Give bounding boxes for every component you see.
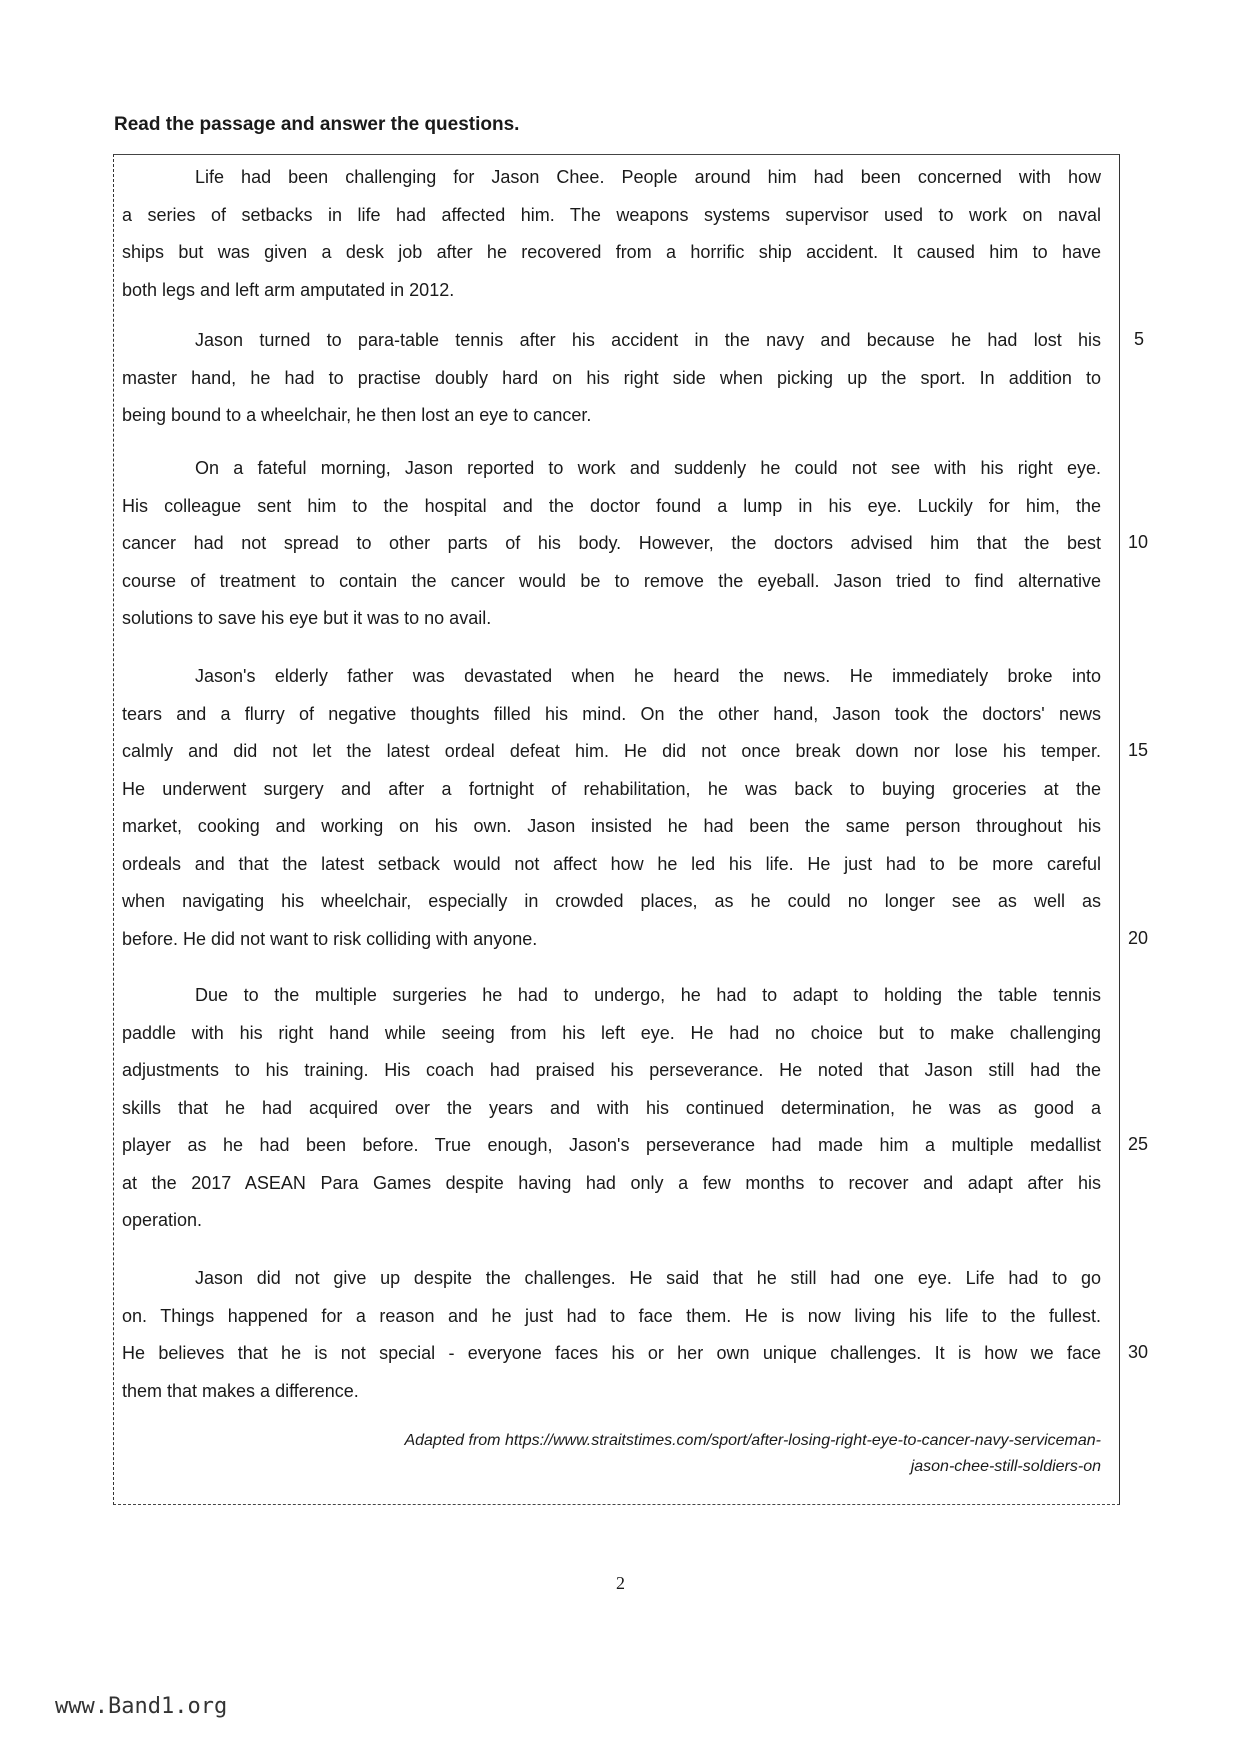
passage-line: Jason's elderly father was devastated when he heard the news. He immediately broke into [195, 666, 1101, 686]
passage-line: calmly and did not let the latest ordeal defeat him. He did not once break down nor lose his temper. [122, 741, 1101, 761]
citation-line-1: Adapted from https://www.straitstimes.com/sport/after-losing-right-eye-to-cancer-navy-serviceman- [404, 1432, 1101, 1449]
line-number: 30 [1128, 1342, 1149, 1362]
passage-line: market, cooking and working on his own. Jason insisted he had been the same person throughout his [122, 816, 1101, 836]
passage-line: solutions to save his eye but it was to no avail. [122, 608, 492, 628]
passage-line: operation. [122, 1210, 203, 1230]
citation-line-2: jason-chee-still-soldiers-on [910, 1458, 1101, 1475]
passage-line: player as he had been before. True enough, Jason's perseverance had made him a multiple medallist [122, 1135, 1101, 1155]
passage-line: on. Things happened for a reason and he just had to face them. He is now living his life to the fullest. [122, 1305, 1101, 1326]
passage-line: both legs and left arm amputated in 2012. [122, 279, 455, 300]
passage-line: when navigating his wheelchair, especially in crowded places, as he could no longer see as well as [122, 891, 1101, 911]
passage-line: being bound to a wheelchair, he then lost an eye to cancer. [122, 405, 592, 425]
passage-line: ordeals and that the latest setback would not affect how he led his life. He just had to be more careful [122, 853, 1101, 874]
line-number: 5 [1134, 329, 1145, 349]
passage-line: cancer had not spread to other parts of his body. However, the doctors advised him that the best [122, 533, 1101, 553]
passage-line: He believes that he is not special - everyone faces his or her own unique challenges. It is how we face [122, 1343, 1101, 1363]
passage-line: His colleague sent him to the hospital and the doctor found a lump in his eye. Luckily for him, the [122, 495, 1101, 516]
passage-line: tears and a flurry of negative thoughts filled his mind. On the other hand, Jason took the doctors' news [122, 703, 1101, 724]
passage-line: He underwent surgery and after a fortnight of rehabilitation, he was back to buying groceries at the [122, 778, 1101, 799]
passage-line: at the 2017 ASEAN Para Games despite having had only a few months to recover and adapt after his [122, 1172, 1101, 1193]
passage-line: them that makes a difference. [122, 1380, 359, 1401]
passage-line: course of treatment to contain the cancer would be to remove the eyeball. Jason tried to find alternative [122, 570, 1101, 591]
passage-line: paddle with his right hand while seeing from his left eye. He had no choice but to make challenging [122, 1022, 1101, 1043]
line-number: 15 [1128, 740, 1149, 760]
passage-line: Jason turned to para-table tennis after his accident in the navy and because he had lost his [195, 330, 1101, 350]
passage-line: adjustments to his training. His coach had praised his perseverance. He noted that Jason still had the [122, 1060, 1101, 1080]
passage-line: before. He did not want to risk colliding with anyone. [122, 928, 538, 949]
passage-line: Jason did not give up despite the challenges. He said that he still had one eye. Life had to go [195, 1268, 1101, 1288]
passage-line: Life had been challenging for Jason Chee. People around him had been concerned with how [195, 167, 1101, 187]
passage-line: skills that he had acquired over the years and with his continued determination, he was as good a [122, 1097, 1101, 1118]
instruction-heading: Read the passage and answer the questions. [114, 114, 520, 135]
line-number: 25 [1128, 1134, 1149, 1154]
passage-line: Due to the multiple surgeries he had to undergo, he had to adapt to holding the table tennis [195, 985, 1101, 1005]
passage-line: On a fateful morning, Jason reported to work and suddenly he could not see with his right eye. [195, 458, 1101, 478]
line-number: 20 [1128, 928, 1149, 948]
footer-watermark: www.Band1.org [55, 1694, 228, 1719]
passage-line: master hand, he had to practise doubly hard on his right side when picking up the sport. In addition to [122, 367, 1101, 388]
page-number: 2 [616, 1573, 625, 1593]
line-number: 10 [1128, 532, 1149, 552]
passage-line: a series of setbacks in life had affected him. The weapons systems supervisor used to work on naval [122, 204, 1101, 225]
passage-line: ships but was given a desk job after he recovered from a horrific ship accident. It caused him to have [122, 242, 1101, 262]
